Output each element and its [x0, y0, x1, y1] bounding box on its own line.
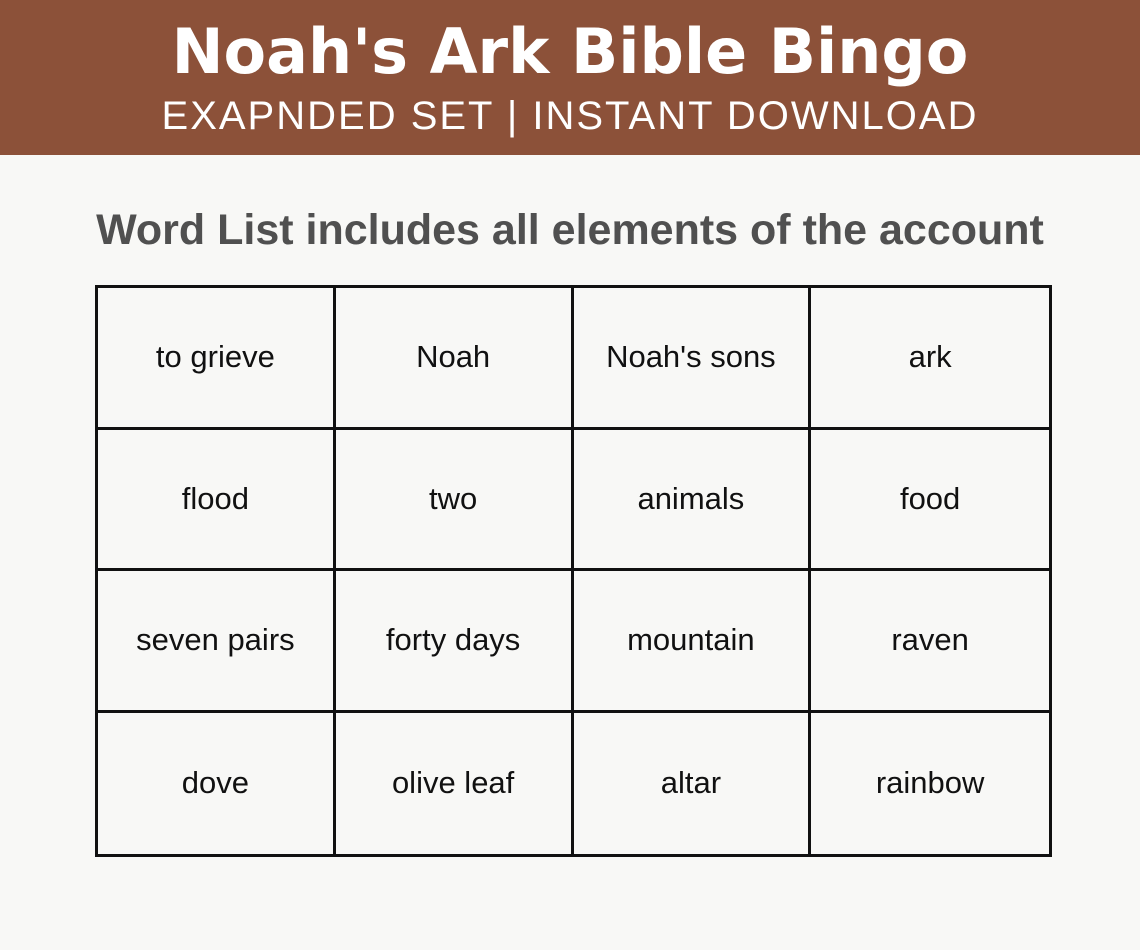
word-cell: dove — [98, 713, 336, 855]
word-cell: forty days — [336, 571, 574, 713]
word-cell: animals — [574, 430, 812, 572]
header-banner — [0, 0, 1140, 155]
page-subtitle: EXAPNDED SET | INSTANT DOWNLOAD — [161, 94, 979, 138]
word-grid — [95, 285, 1052, 857]
word-cell: mountain — [574, 571, 812, 713]
word-list-heading: Word List includes all elements of the account — [96, 206, 1044, 254]
word-cell: rainbow — [875, 765, 985, 801]
word-cell: seven pairs — [98, 571, 336, 713]
word-cell: raven — [811, 571, 1049, 713]
word-cell: food — [811, 430, 1049, 572]
word-cell: two — [336, 430, 574, 572]
word-cell: olive leaf — [336, 713, 574, 855]
word-cell: altar — [574, 713, 812, 855]
word-cell: Noah — [336, 288, 574, 430]
word-cell: flood — [98, 430, 336, 572]
word-cell: ark — [811, 288, 1049, 430]
word-cell: to grieve — [98, 288, 336, 430]
page-title: Noah's Ark Bible Bingo — [171, 15, 969, 88]
word-cell: Noah's sons — [574, 288, 812, 430]
